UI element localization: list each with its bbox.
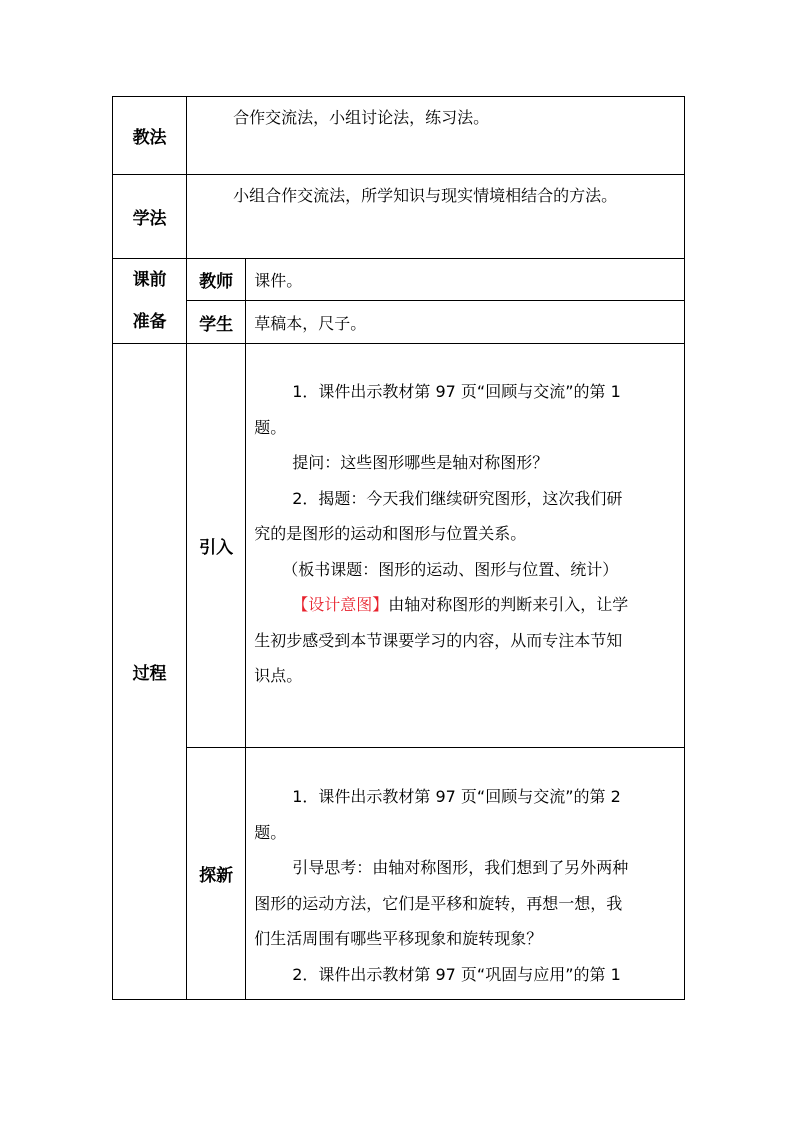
row-jiaofa [113, 97, 685, 175]
tanxin-p1b: 题。 [254, 822, 287, 842]
tanxin-p2b: 图形的运动方法，它们是平移和旋转，再想一想，我 [254, 893, 623, 913]
row-xuefa [113, 175, 685, 259]
text-xuefa: 小组合作交流法，所学知识与现实情境相结合的方法。 [187, 175, 685, 259]
row-tanxin [113, 748, 685, 1000]
label-kqzb [113, 259, 187, 344]
yinru-p5b: 生初步感受到本节课要学习的内容，从而专注本节知 [254, 630, 623, 650]
yinru-p3: 2．揭题：今天我们继续研究图形，这次我们研 [292, 488, 623, 508]
row-teacher-prep [113, 259, 685, 301]
row-student-prep [113, 301, 685, 344]
yinru-p1: 1．课件出示教材第 97 页“回顾与交流”的第 1 [292, 382, 621, 401]
text-jiaofa: 合作交流法，小组讨论法，练习法。 [187, 97, 685, 175]
yinru-p5 [254, 587, 676, 623]
content-tanxin [246, 748, 685, 1000]
text-student: 草稿本，尺子。 [246, 301, 685, 344]
yinru-p5c: 识点。 [254, 666, 303, 685]
yinru-p1b: 题。 [254, 417, 287, 437]
label-kqzb-line1: 课前 [132, 270, 167, 290]
tanxin-p2: 引导思考：由轴对称图形，我们想到了另外两种 [292, 858, 629, 877]
yinru-p3b: 究的是图形的运动和图形与位置关系。 [254, 524, 527, 543]
label-xuefa: 学法 [113, 175, 187, 259]
lesson-plan-table [112, 96, 685, 1000]
label-tanxin: 探新 [187, 748, 246, 1000]
label-yinru: 引入 [187, 344, 246, 748]
label-student: 学生 [187, 301, 246, 344]
label-jiaofa: 教法 [113, 97, 187, 175]
label-teacher: 教师 [187, 259, 246, 301]
yinru-p5-text: 由轴对称图形的判断来引入，让学 [388, 595, 629, 614]
label-guocheng: 过程 [113, 344, 187, 1000]
yinru-p2: 提问：这些图形哪些是轴对称图形？ [292, 453, 549, 472]
tanxin-p1: 1．课件出示教材第 97 页“回顾与交流”的第 2 [292, 787, 621, 806]
content-yinru [246, 344, 685, 748]
tanxin-p3: 2．课件出示教材第 97 页“巩固与应用”的第 1 [292, 964, 621, 984]
text-teacher: 课件。 [246, 259, 685, 301]
label-kqzb-line2: 准备 [132, 312, 167, 332]
design-intent-tag: 【设计意图】 [292, 595, 389, 614]
tanxin-p2c: 们生活周围有哪些平移现象和旋转现象？ [254, 929, 543, 948]
yinru-p4: （板书课题：图形的运动、图形与位置、统计） [282, 559, 619, 579]
row-yinru [113, 344, 685, 748]
